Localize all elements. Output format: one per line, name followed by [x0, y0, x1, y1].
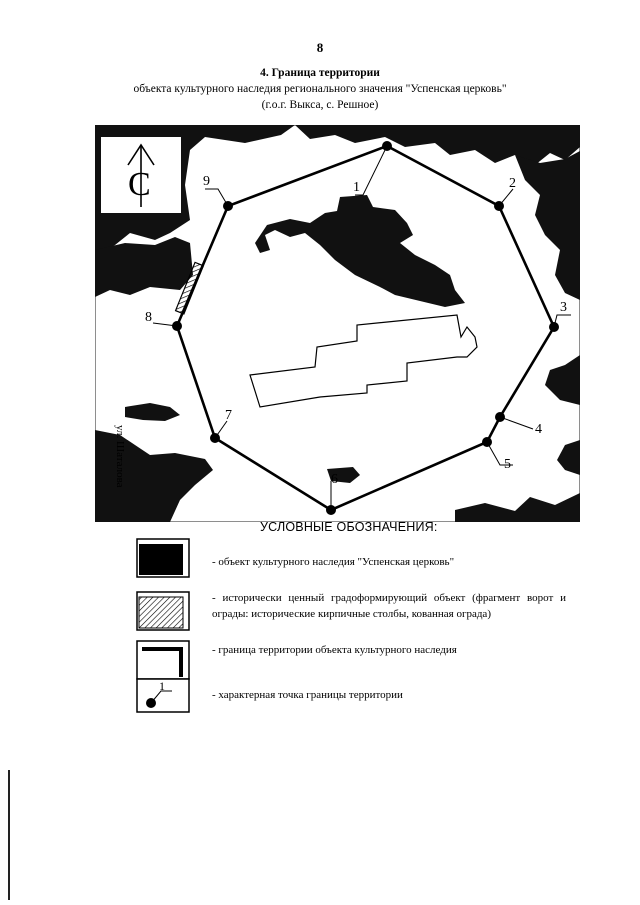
legend-item-boundary [136, 640, 576, 682]
legend-item-boundary-point [136, 678, 576, 720]
document-subtitle: объекта культурного наследия регионального значения "Успенская церковь" [133, 83, 507, 95]
point-label-5: 5 [504, 457, 511, 472]
point-label-7: 7 [225, 408, 232, 423]
legend-text-historic-object: - исторически ценный градоформирующий объект (фрагмент ворот и ограды: исторические кирпичные столбы, кованная ограда) [212, 592, 566, 620]
hatched-box-icon [136, 591, 190, 631]
legend-text-boundary-point: - характерная точка границы территории [212, 689, 403, 701]
document-title: 4. Граница территории [260, 67, 380, 79]
margin-line [8, 770, 10, 900]
street-label: ул. Шаталова [114, 425, 126, 488]
point-label-3: 3 [560, 300, 567, 315]
north-label: С [128, 166, 151, 203]
point-label-2: 2 [509, 176, 516, 191]
map-svg [95, 125, 580, 522]
solid-black-box-icon [136, 538, 190, 578]
legend-text-boundary: - граница территории объекта культурного наследия [212, 644, 457, 656]
legend-item-heritage-object [136, 538, 576, 580]
point-label-6: 6 [331, 472, 338, 487]
point-marker-icon [136, 678, 190, 714]
location-subtitle: (г.о.г. Выкса, с. Решное) [261, 99, 379, 111]
point-label-8: 8 [145, 310, 152, 325]
point-label-9: 9 [203, 174, 210, 189]
boundary-corner-icon [136, 640, 190, 680]
legend-item-historic-object [136, 591, 576, 641]
point-marker-label: 1 [159, 679, 165, 693]
legend-title: УСЛОВНЫЕ ОБОЗНАЧЕНИЯ: [260, 520, 438, 534]
point-label-1: 1 [353, 180, 360, 195]
legend-text-heritage-object: - объект культурного наследия "Успенская церковь" [212, 556, 455, 568]
point-label-4: 4 [535, 422, 542, 437]
boundary-map [95, 125, 580, 522]
page-number: 8 [316, 40, 324, 55]
